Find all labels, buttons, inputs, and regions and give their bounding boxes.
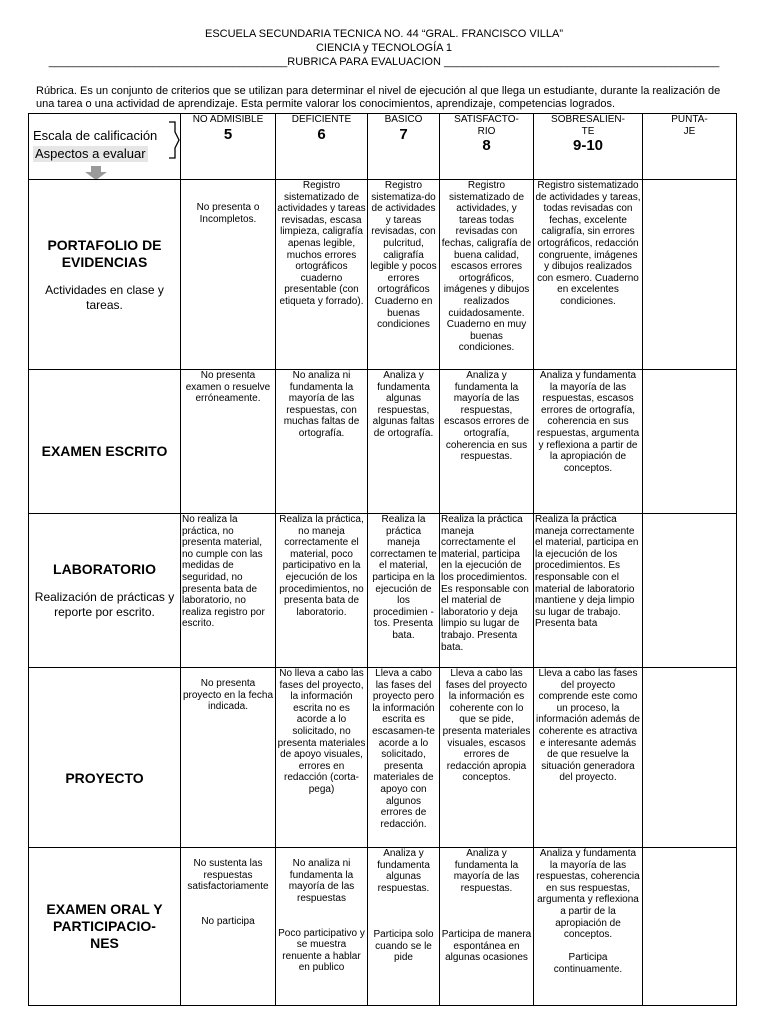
cell-deficiente: No analiza ni fundamenta la mayoría de las respuestas, con muchas faltas de ortografía.	[276, 370, 368, 514]
subject-title: CIENCIA y TECNOLOGÍA 1	[315, 42, 453, 54]
cell-satisfactorio: Realiza la práctica maneja correctamente el material, participa en la ejecución de los procedimientos. Es responsable con el material de laboratorio y deja limpio su lugar de trabajo. Presenta bata.	[440, 514, 534, 668]
column-no-admisible: NO ADMISIBLE 5	[181, 114, 276, 180]
cell-sobresaliente: Registro sistematizado de actividades y tareas, todas revisadas con fechas, excelente caligrafía, sin errores ortográficos, redacción congruente, imágenes y dibujos realizados con esmero. Cuaderno en excelentes condiciones.	[534, 180, 643, 370]
cell-no-admisible: No presenta proyecto en la fecha indicada.	[181, 668, 276, 848]
rubric-definition: Rúbrica. Es un conjunto de criterios que se utilizan para determinar el nivel de ejecución al que llega un estudiante, durante la realización de una tarea o una actividad de aprendizaje. Esta permite valorar los conocimientos, aprendizaje, competencias logrados.	[36, 85, 721, 110]
cell-no-admisible: No presenta examen o resuelve erróneamente.	[181, 370, 276, 514]
header-row	[29, 114, 737, 180]
cell-basico: Analiza y fundamenta algunas respuestas. Participa solo cuando se le pide	[368, 848, 440, 1006]
cell-basico: Analiza y fundamenta algunas respuestas, algunas faltas de ortografía.	[368, 370, 440, 514]
cell-deficiente: No lleva a cabo las fases del proyecto, la información escrita no es acorde a lo solicitado, no presenta materiales de apoyo visuales, errores en redacción (corta-pega)	[276, 668, 368, 848]
cell-no-admisible: No presenta o Incompletos.	[181, 180, 276, 370]
rubric-title: _______________________________________RUBRICA PARA EVALUACION _____________________________________________	[48, 56, 720, 68]
cell-basico: Realiza la práctica maneja correctamen te el material, participa en la ejecución de los procedimien -tos. Presenta bata.	[368, 514, 440, 668]
column-deficiente: DEFICIENTE 6	[276, 114, 368, 180]
criterion-row	[29, 370, 737, 514]
cell-deficiente: Realiza la práctica, no maneja correctamente el material, poco participativo en la ejecución de los procedimientos, no presenta bata de laboratorio.	[276, 514, 368, 668]
cell-puntaje	[643, 370, 737, 514]
cell-basico: Registro sistematiza-do de actividades y tareas revisadas, con pulcritud, caligrafía legible y pocos errores ortográficos Cuaderno en buenas condiciones	[368, 180, 440, 370]
scale-label: Escala de calificación	[33, 128, 158, 143]
right-arrow-brace-icon	[167, 120, 181, 160]
cell-puntaje	[643, 180, 737, 370]
cell-puntaje	[643, 514, 737, 668]
cell-deficiente: Registro sistematizado de actividades y tareas revisadas, escasa limpieza, caligrafía apenas legible, muchos errores ortográficos cuaderno presentable (con etiqueta y forrado).	[276, 180, 368, 370]
aspect-proyecto: PROYECTO	[29, 668, 181, 848]
cell-basico: Lleva a cabo las fases del proyecto pero la información escrita es escasamen-te acorde a lo solicitado, presenta materiales de apoyo con algunos errores de redacción.	[368, 668, 440, 848]
rubric-table	[28, 113, 737, 1006]
cell-satisfactorio: Analiza y fundamenta la mayoría de las respuestas, escasos errores de ortografía, coherencia en sus respuestas.	[440, 370, 534, 514]
cell-sobresaliente: Analiza y fundamenta la mayoría de las respuestas, escasos errores de ortografía, coherencia en sus respuestas, argumenta y reflexiona a partir de la apropiación de conceptos.	[534, 370, 643, 514]
cell-sobresaliente: Analiza y fundamenta la mayoría de las respuestas, coherencia en sus respuestas, argumenta y reflexiona a partir de la apropiación de conceptos. Participa continuamente.	[534, 848, 643, 1006]
column-puntaje: PUNTA-JE	[643, 114, 737, 180]
criterion-row	[29, 514, 737, 668]
cell-no-admisible: No sustenta las respuestas satisfactoriamente No participa	[181, 848, 276, 1006]
cell-sobresaliente: Lleva a cabo las fases del proyecto comprende este como un proceso, la información además de coherente es atractiva e interesante además de que resuelve la situación generadora del proyecto.	[534, 668, 643, 848]
cell-sobresaliente: Realiza la práctica maneja correctamente el material, participa en la ejecución de los procedimientos. Es responsable con el material de laboratorio mantiene y deja limpio su lugar de trabajo. Presenta bata	[534, 514, 643, 668]
aspect-examen-escrito: EXAMEN ESCRITO	[29, 370, 181, 514]
cell-satisfactorio: Registro sistematizado de actividades, y tareas todas revisadas con fechas, caligrafía de buena calidad, escasos errores ortográficos, imágenes y dibujos realizados cuidadosamente. Cuaderno en muy buenas condiciones.	[440, 180, 534, 370]
cell-satisfactorio: Lleva a cabo las fases del proyecto la información es coherente con lo que se pide, presenta materiales visuales, escasos errores de redacción apropia conceptos.	[440, 668, 534, 848]
cell-puntaje	[643, 848, 737, 1006]
aspect-laboratorio: LABORATORIO Realización de prácticas y reporte por escrito.	[29, 514, 181, 668]
criterion-row	[29, 848, 737, 1006]
aspect-examen-oral: EXAMEN ORAL Y PARTICIPACIO-NES	[29, 848, 181, 1006]
column-basico: BASICO 7	[368, 114, 440, 180]
down-arrow-icon	[85, 166, 107, 180]
cell-satisfactorio: Analiza y fundamenta la mayoría de las respuestas. Participa de manera espontánea en algunas ocasiones	[440, 848, 534, 1006]
school-name: ESCUELA SECUNDARIA TECNICA NO. 44 “GRAL. FRANCISCO VILLA”	[204, 28, 563, 40]
column-sobresaliente: SOBRESALIEN-TE 9-10	[534, 114, 643, 180]
cell-no-admisible: No realiza la práctica, no presenta material, no cumple con las medidas de seguridad, no presenta bata de laboratorio, no realiza registro por escrito.	[181, 514, 276, 668]
column-satisfactorio: SATISFACTO-RIO 8	[440, 114, 534, 180]
aspect-portafolio: PORTAFOLIO DE EVIDENCIAS Actividades en clase y tareas.	[29, 180, 181, 370]
cell-puntaje	[643, 668, 737, 848]
criterion-row	[29, 180, 737, 370]
scale-header-cell	[29, 114, 181, 180]
cell-deficiente: No analiza ni fundamenta la mayoría de las respuestas Poco participativo y se muestra renuente a hablar en publico	[276, 848, 368, 1006]
criterion-row	[29, 668, 737, 848]
aspects-label: Aspectos a evaluar	[35, 146, 146, 161]
